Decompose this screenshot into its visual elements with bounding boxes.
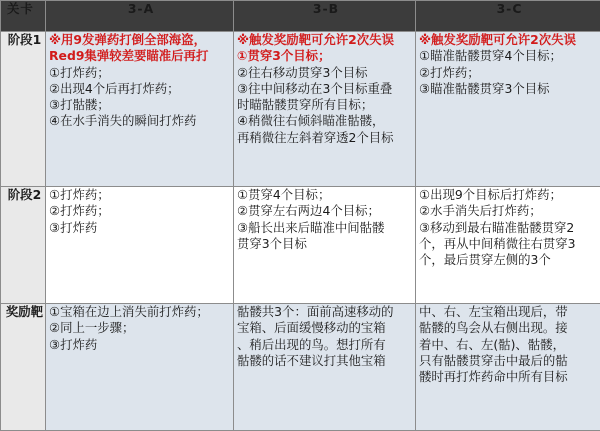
cell-stage1-3c: [416, 32, 600, 187]
cell-line: ①贯穿4个目标；: [237, 187, 415, 203]
cell-line: ②往右移动贯穿3个目标: [237, 65, 415, 81]
cell-line: 骷髅的话不建议打其他宝箱: [237, 353, 415, 369]
cell-line: ※触发奖励靶可允许2次失误: [237, 32, 415, 48]
cell-line: ※用9发弹药打倒全部海盗，: [49, 32, 233, 48]
cell-stage1-3b: [234, 32, 416, 187]
cell-line: 个，再从中间稍微往右贯穿3: [419, 236, 600, 252]
cell-line: ※触发奖励靶可允许2次失误: [419, 32, 600, 48]
table-row: [1, 187, 600, 304]
cell-line: ②打炸药；: [419, 65, 600, 81]
cell-line: ②贯穿左右两边4个目标；: [237, 203, 415, 219]
cell-line: ②同上一步骤；: [49, 320, 233, 336]
cell-line: 、稍后出现的鸟。想打所有: [237, 337, 415, 353]
cell-line: ④稍微往右倾斜瞄准骷髅，: [237, 113, 415, 129]
cell-line: ①打炸药；: [49, 187, 233, 203]
cell-line: 个，最后贯穿左侧的3个: [419, 252, 600, 268]
cell-line: ①出现9个目标后打炸药；: [419, 187, 600, 203]
cell-line: ③往中间移动在3个目标重叠: [237, 81, 415, 97]
cell-line: 只有骷髅贯穿击中最后的骷: [419, 353, 600, 369]
cell-line: ①宝箱在边上消失前打炸药；: [49, 304, 233, 320]
cell-line: ③船长出来后瞄准中间骷髅: [237, 220, 415, 236]
cell-line: 中、右、左宝箱出现后，带: [419, 304, 600, 320]
cell-stage1-3a: [46, 32, 234, 187]
cell-line: ②出现4个后再打炸药；: [49, 81, 233, 97]
cell-bonus-3c: [416, 304, 600, 431]
cell-line: 宝箱、后面缓慢移动的宝箱: [237, 320, 415, 336]
cell-line: 着中、右、左(骷)、骷髅，: [419, 337, 600, 353]
cell-line: 骷髅的鸟会从右侧出现。接: [419, 320, 600, 336]
header-level: 关卡: [1, 1, 46, 32]
header-3a: 3-A: [46, 1, 234, 32]
cell-line: ②打炸药；: [49, 203, 233, 219]
cell-line: 骷髅共3个：面前高速移动的: [237, 304, 415, 320]
table-row: [1, 304, 600, 431]
cell-line: ③打炸药: [49, 337, 233, 353]
header-3b: 3-B: [234, 1, 416, 32]
cell-line: ①贯穿3个目标；: [237, 48, 415, 64]
cell-line: 贯穿3个目标: [237, 236, 415, 252]
cell-line: 髅时再打炸药命中所有目标: [419, 369, 600, 385]
cell-line: ③打骷髅；: [49, 97, 233, 113]
cell-line: ②水手消失后打炸药；: [419, 203, 600, 219]
cell-line: ③瞄准骷髅贯穿3个目标: [419, 81, 600, 97]
stage-label: 奖励靶: [1, 304, 46, 431]
cell-line: 再稍微往左斜着穿透2个目标: [237, 130, 415, 146]
cell-line: ①打炸药；: [49, 65, 233, 81]
header-row: [1, 1, 600, 32]
cell-line: Red9集弹较差要瞄准后再打: [49, 48, 233, 64]
cell-stage2-3c: [416, 187, 600, 304]
header-3c: 3-C: [416, 1, 600, 32]
cell-line: ①瞄准骷髅贯穿4个目标；: [419, 48, 600, 64]
stage-label: 阶段2: [1, 187, 46, 304]
cell-stage2-3a: [46, 187, 234, 304]
cell-line: ③打炸药: [49, 220, 233, 236]
cell-bonus-3a: [46, 304, 234, 431]
cell-bonus-3b: [234, 304, 416, 431]
cell-line: 时瞄骷髅贯穿所有目标；: [237, 97, 415, 113]
stage-label: 阶段1: [1, 32, 46, 187]
table-row: [1, 32, 600, 187]
cell-line: ④在水手消失的瞬间打炸药: [49, 113, 233, 129]
cell-stage2-3b: [234, 187, 416, 304]
cell-line: ③移动到最右瞄准骷髅贯穿2: [419, 220, 600, 236]
